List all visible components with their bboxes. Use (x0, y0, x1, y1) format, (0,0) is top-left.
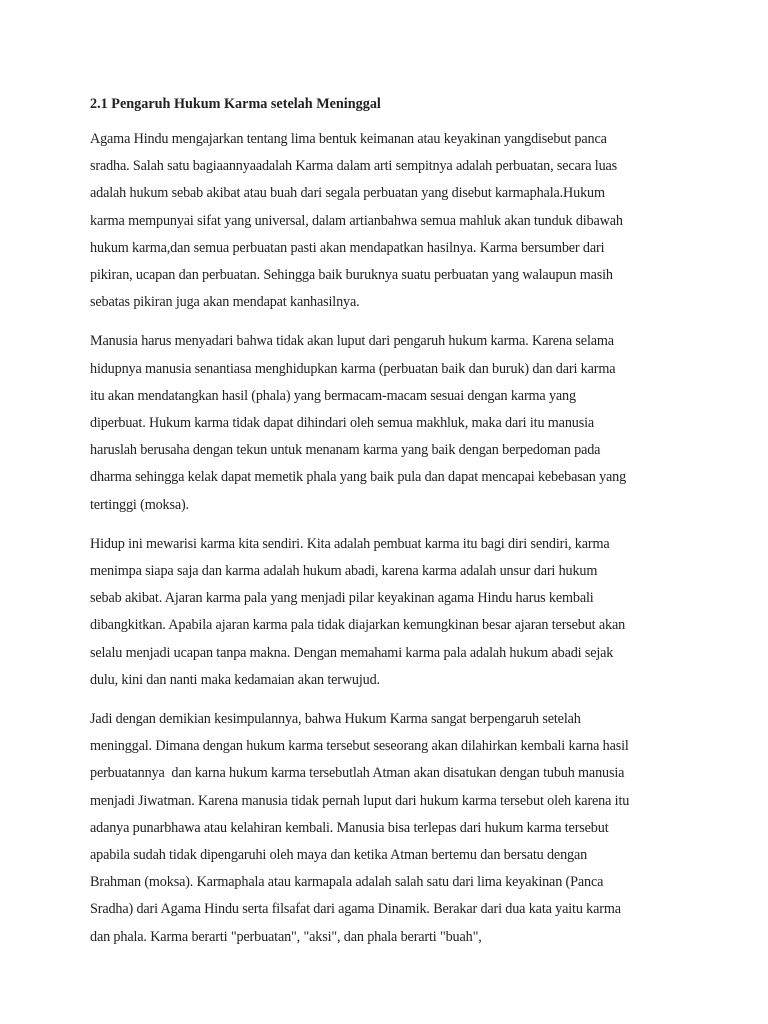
text-line: adalah hukum sebab akibat atau buah dari segala perbuatan yang disebut karmaphala.Hukum (90, 185, 605, 202)
text-line: Jadi dengan demikian kesimpulannya, bahwa Hukum Karma sangat berpengaruh setelah (90, 711, 581, 728)
text-line: Sradha) dari Agama Hindu serta filsafat dari agama Dinamik. Berakar dari dua kata yaitu karma (90, 901, 621, 918)
text-line: sebatas pikiran juga akan mendapat kanhasilnya. (90, 294, 360, 311)
text-line: haruslah berusaha dengan tekun untuk menanam karma yang baik dengan berpedoman pada (90, 442, 601, 459)
paragraph-3 (90, 531, 684, 694)
text-line: tertinggi (moksa). (90, 496, 189, 513)
text-line: menjadi Jiwatman. Karena manusia tidak pernah luput dari hukum karma tersebut oleh karena itu (90, 792, 630, 809)
text-line: selalu menjadi ucapan tanpa makna. Dengan memahami karma pala adalah hukum abadi sejak (90, 644, 614, 661)
text-line: diperbuat. Hukum karma tidak dapat dihindari oleh semua makhluk, maka dari itu manusia (90, 415, 595, 432)
text-line: dan phala. Karma berarti "perbuatan", "aksi", dan phala berarti "buah", (90, 928, 482, 945)
text-line: adanya punarbhawa atau kelahiran kembali. Manusia bisa terlepas dari hukum karma tersebut (90, 819, 609, 836)
text-line: Hidup ini mewarisi karma kita sendiri. Kita adalah pembuat karma itu bagi diri sendiri, karma (90, 535, 610, 552)
text-line: apabila sudah tidak dipengaruhi oleh maya dan ketika Atman bertemu dan bersatu dengan (90, 847, 588, 864)
text-line: dibangkitkan. Apabila ajaran karma pala tidak diajarkan kemungkinan besar ajaran tersebut akan (90, 617, 626, 634)
text-line: sradha. Salah satu bagiaannyaadalah Karma dalam arti sempitnya adalah perbuatan, secara luas (90, 158, 618, 175)
text-line: meninggal. Dimana dengan hukum karma tersebut seseorang akan dilahirkan kembali karna hasil (90, 738, 629, 755)
text-line: itu akan mendatangkan hasil (phala) yang bermacam-macam sesuai dengan karma yang (90, 387, 576, 404)
text-line: Brahman (moksa). Karmaphala atau karmapala adalah salah satu dari lima keyakinan (Panca (90, 874, 604, 891)
text-line: sebab akibat. Ajaran karma pala yang menjadi pilar keyakinan agama Hindu harus kembali (90, 590, 594, 607)
paragraph-1 (90, 126, 684, 316)
paragraph-4 (90, 706, 684, 951)
text-line: Agama Hindu mengajarkan tentang lima bentuk keimanan atau keyakinan yangdisebut panca (90, 131, 607, 147)
paragraph-2 (90, 328, 684, 518)
text-line: karma mempunyai sifat yang universal, dalam artianbahwa semua mahluk akan tunduk dibawah (90, 212, 623, 229)
text-line: Manusia harus menyadari bahwa tidak akan luput dari pengaruh hukum karma. Karena selama (90, 333, 614, 350)
text-line: hidupnya manusia senantiasa menghidupkan karma (perbuatan baik dan buruk) dan dari karma (90, 360, 616, 377)
text-line: pikiran, ucapan dan perbuatan. Sehingga baik buruknya suatu perbuatan yang walaupun masih (90, 267, 613, 284)
text-line: dharma sehingga kelak dapat memetik phala yang baik pula dan dapat mencapai kebebasan yang (90, 469, 627, 486)
text-line: dulu, kini dan nanti maka kedamaian akan terwujud. (90, 671, 380, 688)
document-body (90, 94, 684, 963)
text-line: menimpa siapa saja dan karma adalah hukum abadi, karena karma adalah unsur dari hukum (90, 563, 598, 580)
text-line: hukum karma,dan semua perbuatan pasti akan mendapatkan hasilnya. Karma bersumber dari (90, 239, 605, 256)
text-line: perbuatannya dan karna hukum karma tersebutlah Atman akan disatukan dengan tubuh manusia (90, 765, 625, 782)
section-heading: 2.1 Pengaruh Hukum Karma setelah Meninggal (90, 96, 381, 112)
